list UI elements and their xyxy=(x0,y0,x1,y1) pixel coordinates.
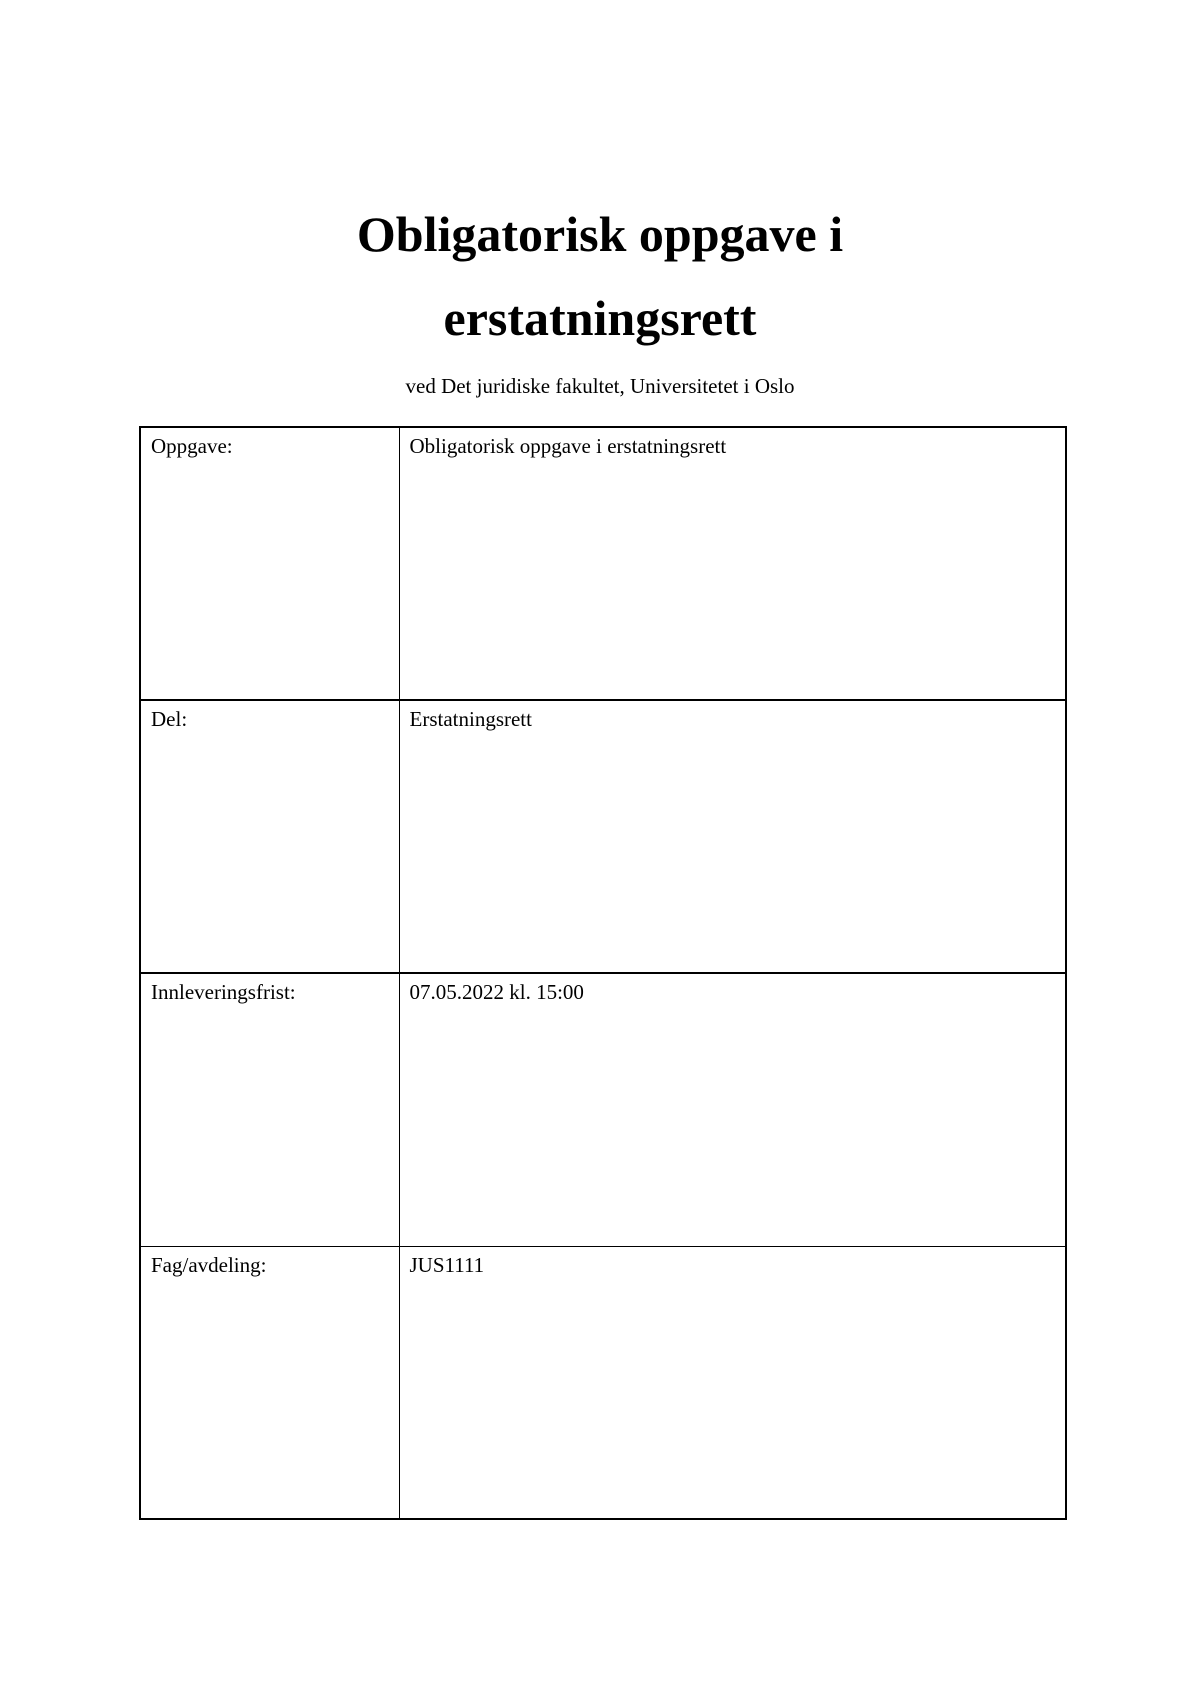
row-label: Oppgave: xyxy=(140,427,399,700)
table-row-fag-avdeling xyxy=(140,1246,1066,1519)
table-row-del xyxy=(140,700,1066,973)
row-label: Fag/avdeling: xyxy=(140,1246,399,1519)
title-line-1: Obligatorisk oppgave i xyxy=(356,206,844,262)
title-line-2: erstatningsrett xyxy=(443,290,757,346)
row-value: JUS1111 xyxy=(399,1246,1066,1519)
document-title xyxy=(0,192,1200,360)
row-label: Del: xyxy=(140,700,399,973)
row-value: 07.05.2022 kl. 15:00 xyxy=(399,973,1066,1246)
info-table xyxy=(139,426,1067,1520)
table-row-oppgave xyxy=(140,427,1066,700)
row-value: Obligatorisk oppgave i erstatningsrett xyxy=(399,427,1066,700)
document-subtitle: ved Det juridiske fakultet, Universitetet i Oslo xyxy=(405,374,795,398)
row-value: Erstatningsrett xyxy=(399,700,1066,973)
row-label: Innleveringsfrist: xyxy=(140,973,399,1246)
table-row-innleveringsfrist xyxy=(140,973,1066,1246)
